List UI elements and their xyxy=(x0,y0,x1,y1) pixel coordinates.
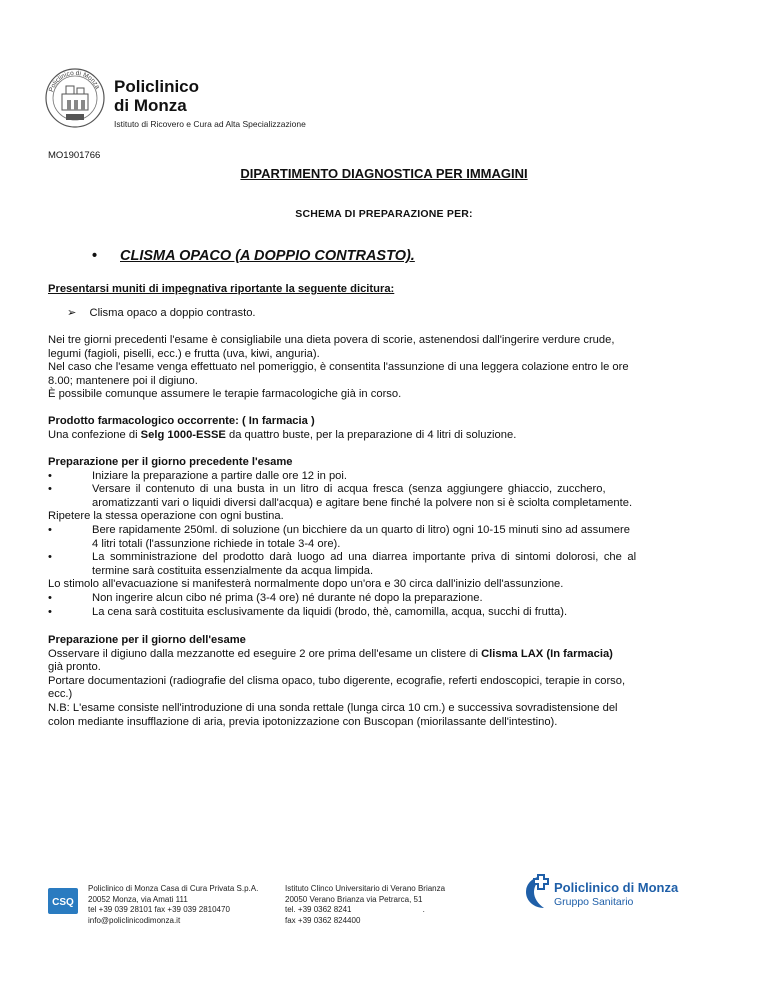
clisma-lax-product: Clisma LAX (In farmacia) xyxy=(481,647,613,660)
product-line-pre: Una confezione di xyxy=(48,428,141,441)
csq-certification-icon xyxy=(48,888,78,914)
exam-title-row xyxy=(92,248,415,264)
footer-email: info@policlinicodimonza.it xyxy=(88,915,181,925)
product-name: Selg 1000-ESSE xyxy=(140,428,226,441)
bullet: • xyxy=(48,551,52,564)
logo-name-line1: Policlinico xyxy=(114,77,200,96)
bullet: • xyxy=(48,592,52,604)
footer-line: fax +39 0362 824400 xyxy=(285,915,361,925)
brand-cross-icon xyxy=(522,872,552,910)
exam-day-line: N.B: L'esame consiste nell'introduzione di una sonda rettale (lunga circa 10 cm.) e successiva sovradistensione del xyxy=(48,702,618,714)
bullet: • xyxy=(48,605,52,618)
exam-day-line xyxy=(48,648,613,662)
exam-day-line: colon mediante insufflazione di aria, previa ipotonizzazione con Buscopan (miorilassante dell'intestino). xyxy=(48,715,558,728)
brand-subtitle: Gruppo Sanitario xyxy=(554,896,634,908)
exam-day-line: già pronto. xyxy=(48,661,101,674)
logo-name-line2: di Monza xyxy=(114,96,187,115)
exam-day-line: Portare documentazioni (radiografie del clisma opaco, tubo digerente, ecografie, referti endoscopici, terapie in corso, xyxy=(48,674,626,687)
list-item-text: Iniziare la preparazione a partire dalle ore 12 in poi. xyxy=(92,469,347,482)
intro-line: 8.00; mantenere poi il digiuno. xyxy=(48,374,198,387)
footer-line: tel. +39 0362 8241 . xyxy=(285,905,425,914)
list-item-text: Non ingerire alcun cibo né prima (3-4 ore) né durante né dopo la preparazione. xyxy=(92,592,483,604)
list-item xyxy=(0,470,768,484)
footer-line: 20052 Monza, via Amati 111 xyxy=(88,894,188,904)
footer-address-verano xyxy=(285,884,445,926)
intro-line: Nei tre giorni precedenti l'esame è consigliabile una dieta povera di scorie, astenendosi dall'ingerire verdure crude, xyxy=(48,334,615,346)
logo-subtitle: Istituto di Ricovero e Cura ad Alta Specializzazione xyxy=(114,119,306,129)
list-item xyxy=(0,592,768,606)
exam-day-line: ecc.) xyxy=(48,688,73,701)
footer-line: Istituto Clinco Universitario di Verano Brianza xyxy=(285,884,446,893)
list-item-text: Bere rapidamente 250ml. di soluzione (un bicchiere da un quarto di litro) ogni 10-15 minuti sino ad assumere xyxy=(92,524,630,536)
list-item-text: La somministrazione del prodotto darà luogo ad una diarrea importante priva di sintomi dolorosi, che al xyxy=(92,551,637,564)
department-title: DIPARTIMENTO DIAGNOSTICA PER IMMAGINI xyxy=(240,166,528,181)
list-item xyxy=(0,524,768,552)
list-item-text: aromatizzanti vari o liquidi diversi dall'acqua) e agitare bene finché la polvere non si è sciolta completamente. xyxy=(92,496,633,509)
intro-line: legumi (fagioli, piselli, ecc.) e frutta (uva, kiwi, anguria). xyxy=(48,347,320,360)
footer-line: tel +39 039 28101 fax +39 039 2810470 xyxy=(88,905,230,914)
header-logo xyxy=(44,66,306,132)
list-item-text: 4 litri totali (l'assunzione richiede in totale 3-4 ore). xyxy=(92,537,341,550)
present-item xyxy=(67,307,256,321)
footer-line: 20050 Verano Brianza via Petrarca, 51 xyxy=(285,894,423,904)
exam-title: CLISMA OPACO (A DOPPIO CONTRASTO). xyxy=(120,248,415,264)
list-item xyxy=(0,606,768,620)
exam-bullet: • xyxy=(92,248,98,264)
exam-day-heading: Preparazione per il giorno dell'esame xyxy=(48,634,246,646)
list-item-text: termine sarà costituita essenzialmente da acqua limpida. xyxy=(92,564,374,577)
schema-title: SCHEMA DI PREPARAZIONE PER: xyxy=(295,208,473,220)
brand-name: Policlinico di Monza xyxy=(554,880,679,895)
list-item-text: La cena sarà costituita esclusivamente da liquidi (brodo, thè, camomilla, acqua, succhi di frutta). xyxy=(92,605,568,618)
product-heading: Prodotto farmacologico occorrente: ( In farmacia ) xyxy=(48,415,315,427)
bullet: • xyxy=(48,524,52,536)
bullet: • xyxy=(48,469,52,482)
footer-line: Policlinico di Monza Casa di Cura Privata S.p.A. xyxy=(88,884,259,893)
present-item-text: Clisma opaco a doppio contrasto. xyxy=(89,307,256,319)
intro-line: È possibile comunque assumere le terapie farmacologiche già in corso. xyxy=(48,388,402,401)
bullet: • xyxy=(48,483,52,496)
footer-address-monza xyxy=(88,884,258,926)
footer-brand-logo xyxy=(522,872,722,912)
arrow-bullet-icon: ➢ xyxy=(67,307,77,319)
list-item-text: Versare il contenuto di una busta in un litro di acqua fresca (senza aggiungere ghiaccio, zucchero, xyxy=(92,483,606,496)
exam-day-line-pre: Osservare il digiuno dalla mezzanotte ed eseguire 2 ore prima dell'esame un clistere di xyxy=(48,647,482,660)
product-line-post: da quattro buste, per la preparazione di 4 litri di soluzione. xyxy=(225,428,517,441)
product-line xyxy=(48,429,516,443)
hospital-seal-icon xyxy=(44,66,106,130)
list-item xyxy=(0,551,768,579)
present-heading: Presentarsi muniti di impegnativa riportante la seguente dicitura: xyxy=(48,283,395,295)
repeat-line: Ripetere la stessa operazione con ogni bustina. xyxy=(48,510,284,523)
csq-label: CSQ xyxy=(52,897,74,908)
prev-day-heading: Preparazione per il giorno precedente l'esame xyxy=(48,456,293,468)
intro-line: Nel caso che l'esame venga effettuato nel pomeriggio, è consentita l'assunzione di una leggera colazione entro le ore xyxy=(48,361,629,374)
seal-text: Policlinico di Monza xyxy=(47,69,101,93)
stimulus-line: Lo stimolo all'evacuazione si manifesterà normalmente dopo un'ora e 30 circa dall'inizio dell'assunzione. xyxy=(48,578,564,591)
document-code: MO1901766 xyxy=(48,150,101,161)
list-item xyxy=(0,483,768,511)
